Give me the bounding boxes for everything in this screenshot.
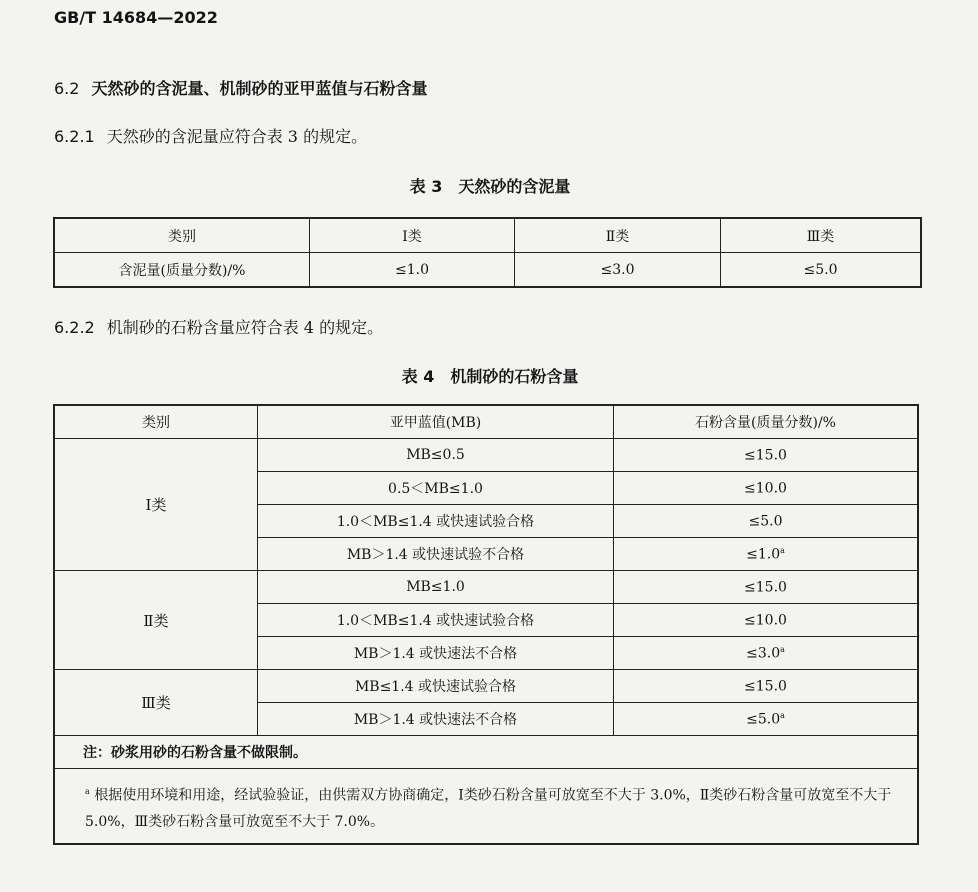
- table4-content-cell: [614, 637, 919, 670]
- table4-mb-cell: MB≤1.0: [258, 571, 614, 604]
- table4-content-cell: [614, 604, 919, 637]
- clause-number: 6.2.1: [54, 127, 95, 146]
- footnote-marker: a: [85, 787, 90, 796]
- table4-mb-cell: MB≤1.4 或快速试验合格: [258, 670, 614, 703]
- table3-header-cell: Ⅰ类: [310, 218, 515, 253]
- table3-cell: 含泥量(质量分数)/%: [54, 253, 310, 288]
- content-value: ≤15.0: [744, 579, 787, 596]
- table4-mb-cell: MB＞1.4 或快速法不合格: [258, 703, 614, 736]
- table4-content-cell: [614, 571, 919, 604]
- content-value: ≤3.0: [746, 645, 781, 662]
- footnote-ref: a: [780, 545, 785, 555]
- table4-category-cell: Ⅱ类: [54, 571, 258, 670]
- section-number: 6.2: [54, 79, 80, 98]
- footnote-ref: a: [780, 644, 785, 654]
- table4-content-cell: [614, 472, 919, 505]
- table4-header-cell: 类别: [54, 405, 258, 439]
- table3-header-cell: 类别: [54, 218, 310, 253]
- table4-mb-cell: MB≤0.5: [258, 439, 614, 472]
- table3: [53, 217, 922, 288]
- footnote-ref: a: [780, 710, 785, 720]
- table3-cell: ≤5.0: [721, 253, 922, 288]
- table3-cell: ≤1.0: [310, 253, 515, 288]
- standard-code: GB/T 14684—2022: [54, 8, 218, 27]
- table4: [53, 404, 919, 845]
- table4-mb-cell: 0.5＜MB≤1.0: [258, 472, 614, 505]
- table3-row: [54, 253, 921, 288]
- table4-mb-cell: MB＞1.4 或快速试验不合格: [258, 538, 614, 571]
- table4-footnote: [54, 769, 918, 844]
- content-value: ≤5.0: [746, 711, 781, 728]
- table3-header-row: [54, 218, 921, 253]
- table4-note-row: [54, 736, 918, 769]
- table4-caption: 表 4 机制砂的石粉含量: [401, 367, 579, 386]
- content-value: ≤15.0: [744, 678, 787, 695]
- table3-header-cell: Ⅲ类: [721, 218, 922, 253]
- table3-caption: 表 3 天然砂的含泥量: [409, 177, 571, 196]
- content-value: ≤10.0: [744, 612, 787, 629]
- table4-content-cell: [614, 538, 919, 571]
- content-value: ≤1.0: [746, 546, 781, 563]
- footnote-text: 根据使用环境和用途，经试验验证，由供需双方协商确定，Ⅰ类砂石粉含量可放宽至不大于 3.0%，Ⅱ类砂石粉含量可放宽至不大于 5.0%，Ⅲ类砂石粉含量可放宽至不大于 7.0%。: [85, 787, 892, 830]
- table4-header-cell: 石粉含量(质量分数)/%: [614, 405, 919, 439]
- table4-content-cell: [614, 439, 919, 472]
- content-value: ≤5.0: [748, 513, 783, 530]
- table4-mb-cell: 1.0＜MB≤1.4 或快速试验合格: [258, 604, 614, 637]
- section-title: 天然砂的含泥量、机制砂的亚甲蓝值与石粉含量: [91, 79, 428, 98]
- clause-6-2-1: [54, 124, 367, 147]
- table4-category-cell: Ⅲ类: [54, 670, 258, 736]
- table4-content-cell: [614, 670, 919, 703]
- table4-mb-cell: MB＞1.4 或快速法不合格: [258, 637, 614, 670]
- table4-header-cell: 亚甲蓝值(MB): [258, 405, 614, 439]
- table3-cell: ≤3.0: [515, 253, 721, 288]
- clause-text: 机制砂的石粉含量应符合表 4 的规定。: [106, 318, 384, 337]
- table4-content-cell: [614, 505, 919, 538]
- clause-6-2-2: [54, 315, 383, 338]
- content-value: ≤10.0: [744, 480, 787, 497]
- table4-content-cell: [614, 703, 919, 736]
- table4-row: [54, 670, 918, 703]
- clause-number: 6.2.2: [54, 318, 95, 337]
- content-value: ≤15.0: [744, 447, 787, 464]
- table4-header-row: [54, 405, 918, 439]
- table4-mb-cell: 1.0＜MB≤1.4 或快速试验合格: [258, 505, 614, 538]
- table4-row: [54, 439, 918, 472]
- table4-footnote-row: [54, 769, 918, 844]
- table4-note: 注：砂浆用砂的石粉含量不做限制。: [54, 736, 918, 769]
- table4-row: [54, 571, 918, 604]
- table4-category-cell: Ⅰ类: [54, 439, 258, 571]
- section-heading-6-2: [54, 76, 427, 99]
- table3-header-cell: Ⅱ类: [515, 218, 721, 253]
- clause-text: 天然砂的含泥量应符合表 3 的规定。: [106, 127, 368, 146]
